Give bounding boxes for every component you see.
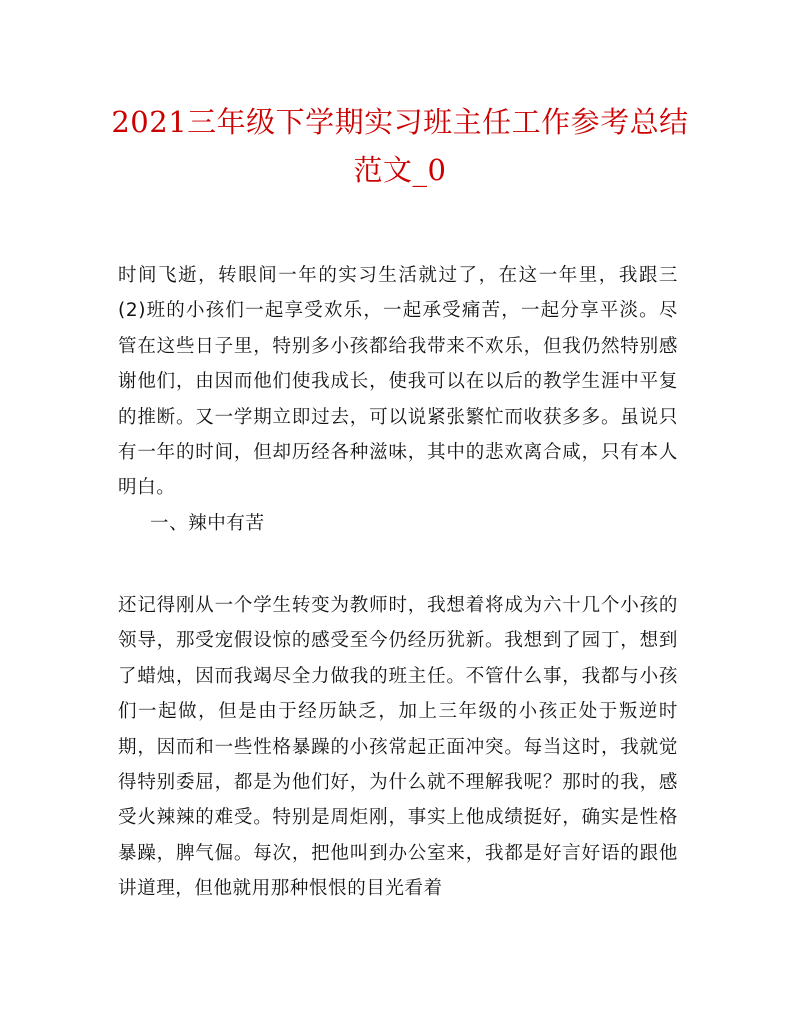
section-heading: 一、辣中有苦 <box>150 513 265 534</box>
document-title: 2021三年级下学期实习班主任工作参考总结范文_0 <box>111 105 689 187</box>
paragraph-body: 还记得刚从一个学生转变为教师时，我想着将成为六十几个小孩的领导，那受宠假设惊的感受至今仍经历犹新。我想到了园丁，想到了蜡烛，因而我竭尽全力做我的班主任。不管什么事，我都与小孩们一起做，但是由于经历缺乏，加上三年级的小孩正处于叛逆时期，因而和一些性格暴躁的小孩常起正面冲突。每当这时，我就觉得特别委屈，都是为他们好，为什么就不理解我呢？那时的我，感受火辣辣的难受。特别是周炬刚，事实上他成绩挺好，确实是性格暴躁，脾气倔。每次，把他叫到办公室来，我都是好言好语的跟他讲道理，但他就用那种恨恨的目光看着 <box>118 595 678 900</box>
paragraph-intro: 时间飞逝，转眼间一年的实习生活就过了，在这一年里，我跟三(2)班的小孩们一起享受欢乐，一起承受痛苦，一起分享平淡。尽管在这些日子里，特别多小孩都给我带来不欢乐，但我仍然特别感谢他们，由因而他们使我成长，使我可以在以后的教学生涯中平复的推断。又一学期立即过去，可以说紧张繁忙而收获多多。虽说只有一年的时间，但却历经各种滋味，其中的悲欢离合咸，只有本人明白。 <box>118 265 678 499</box>
